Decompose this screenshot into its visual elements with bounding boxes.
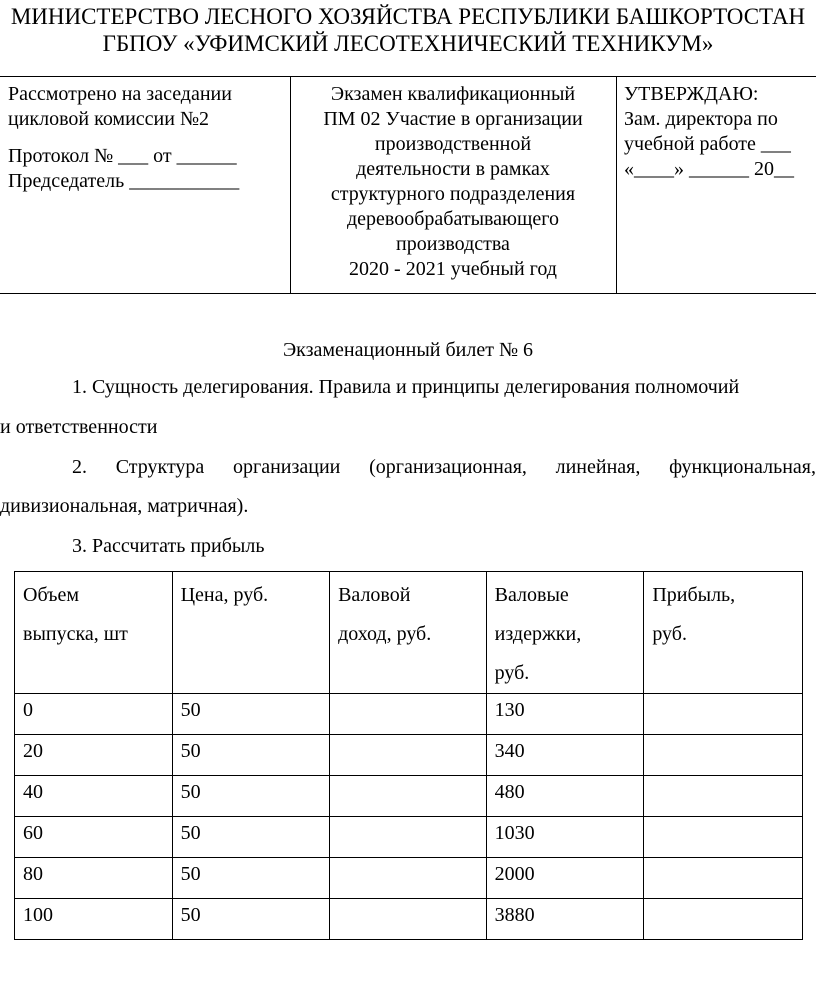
- table-row: [15, 735, 803, 776]
- cell-price: 50: [172, 735, 329, 776]
- cell-profit: [644, 776, 803, 817]
- cell-profit: [644, 694, 803, 735]
- commission-line-1: Рассмотрено на заседании: [8, 83, 232, 105]
- commission-gap: [8, 132, 283, 144]
- cell-volume: 100: [15, 899, 173, 940]
- exam-line-5: структурного подразделения: [330, 183, 576, 205]
- cell-profit: [644, 817, 803, 858]
- ticket-title: Экзаменационный билет № 6: [282, 339, 534, 361]
- approval-divider-2: [616, 76, 617, 293]
- cell-revenue: [330, 776, 487, 817]
- q2-word: функциональная,: [669, 456, 816, 478]
- exam-line-7: производства: [396, 233, 510, 255]
- cell-revenue: [330, 858, 487, 899]
- approve-line-3: учебной работе ___: [624, 133, 791, 155]
- header-gross-costs: [486, 572, 644, 694]
- q2-word: 2.: [72, 456, 87, 478]
- cell-revenue: [330, 735, 487, 776]
- cell-price: 50: [172, 817, 329, 858]
- cell-costs: 130: [486, 694, 644, 735]
- question-1-line-2: и ответственности: [0, 416, 158, 438]
- cell-costs: 2000: [486, 858, 644, 899]
- table-row: [15, 899, 803, 940]
- cell-costs: 340: [486, 735, 644, 776]
- header-price: [172, 572, 329, 694]
- q2-word: Структура: [115, 456, 205, 478]
- profit-table: [14, 571, 803, 940]
- header-output-volume: [15, 572, 173, 694]
- cell-volume: 0: [15, 694, 173, 735]
- approve-line-2: Зам. директора по: [624, 108, 778, 130]
- cell-costs: 1030: [486, 817, 644, 858]
- table-row: [15, 776, 803, 817]
- commission-line-2: цикловой комиссии №2: [8, 108, 210, 130]
- chairman-line: Председатель ___________: [8, 170, 240, 192]
- question-2-line-2: дивизиональная, матричная).: [0, 495, 249, 517]
- cell-revenue: [330, 817, 487, 858]
- header-gross-revenue: [330, 572, 487, 694]
- header-line: издержки,: [494, 623, 582, 645]
- approval-divider-1: [290, 76, 291, 293]
- q2-word: (организационная,: [369, 456, 527, 478]
- approve-date-line: «____» ______ 20__: [624, 158, 794, 180]
- cell-profit: [644, 858, 803, 899]
- header-line: Объем: [23, 584, 79, 606]
- question-3: 3. Рассчитать прибыль: [72, 535, 265, 557]
- header-line: Прибыль,: [652, 584, 736, 606]
- cell-price: 50: [172, 899, 329, 940]
- cell-volume: 60: [15, 817, 173, 858]
- header-line: руб.: [652, 623, 687, 645]
- table-row: [15, 817, 803, 858]
- cell-profit: [644, 899, 803, 940]
- exam-line-6: деревообрабатывающего: [347, 208, 559, 230]
- header-line: Валовой: [338, 584, 411, 606]
- protocol-line: Протокол № ___ от ______: [8, 145, 237, 167]
- cell-volume: 20: [15, 735, 173, 776]
- cell-volume: 80: [15, 858, 173, 899]
- cell-price: 50: [172, 858, 329, 899]
- exam-info-cell: [293, 82, 613, 282]
- cell-price: 50: [172, 694, 329, 735]
- header-profit: [644, 572, 803, 694]
- table-header-row: [15, 572, 803, 694]
- cell-volume: 40: [15, 776, 173, 817]
- header-line: выпуска, шт: [23, 623, 128, 645]
- header-line: Валовые: [494, 584, 569, 606]
- exam-line-2: ПМ 02 Участие в организации: [323, 108, 583, 130]
- cell-costs: 480: [486, 776, 644, 817]
- commission-cell: [8, 82, 283, 194]
- ministry-title: МИНИСТЕРСТВО ЛЕСНОГО ХОЗЯЙСТВА РЕСПУБЛИКИ БАШКОРТОСТАН: [10, 4, 806, 29]
- q2-word: линейная,: [555, 456, 641, 478]
- approve-heading: УТВЕРЖДАЮ:: [624, 83, 759, 105]
- college-title: ГБПОУ «УФИМСКИЙ ЛЕСОТЕХНИЧЕСКИЙ ТЕХНИКУМ»: [102, 31, 714, 56]
- header-line: руб.: [494, 662, 530, 684]
- exam-line-3: производственной: [374, 133, 532, 155]
- cell-revenue: [330, 694, 487, 735]
- question-1-line-1: 1. Сущность делегирования. Правила и принципы делегирования полномочий: [72, 376, 740, 398]
- q2-word: организации: [233, 456, 341, 478]
- header-line: доход, руб.: [338, 623, 432, 645]
- cell-profit: [644, 735, 803, 776]
- exam-line-4: деятельности в рамках: [356, 158, 550, 180]
- exam-line-1: Экзамен квалификационный: [330, 83, 576, 105]
- header-line: Цена, руб.: [180, 584, 269, 606]
- academic-year: 2020 - 2021 учебный год: [349, 258, 557, 280]
- approval-cell: [624, 82, 816, 182]
- cell-revenue: [330, 899, 487, 940]
- cell-costs: 3880: [486, 899, 644, 940]
- cell-price: 50: [172, 776, 329, 817]
- question-2-line-1: [72, 454, 816, 480]
- table-row: [15, 858, 803, 899]
- table-row: [15, 694, 803, 735]
